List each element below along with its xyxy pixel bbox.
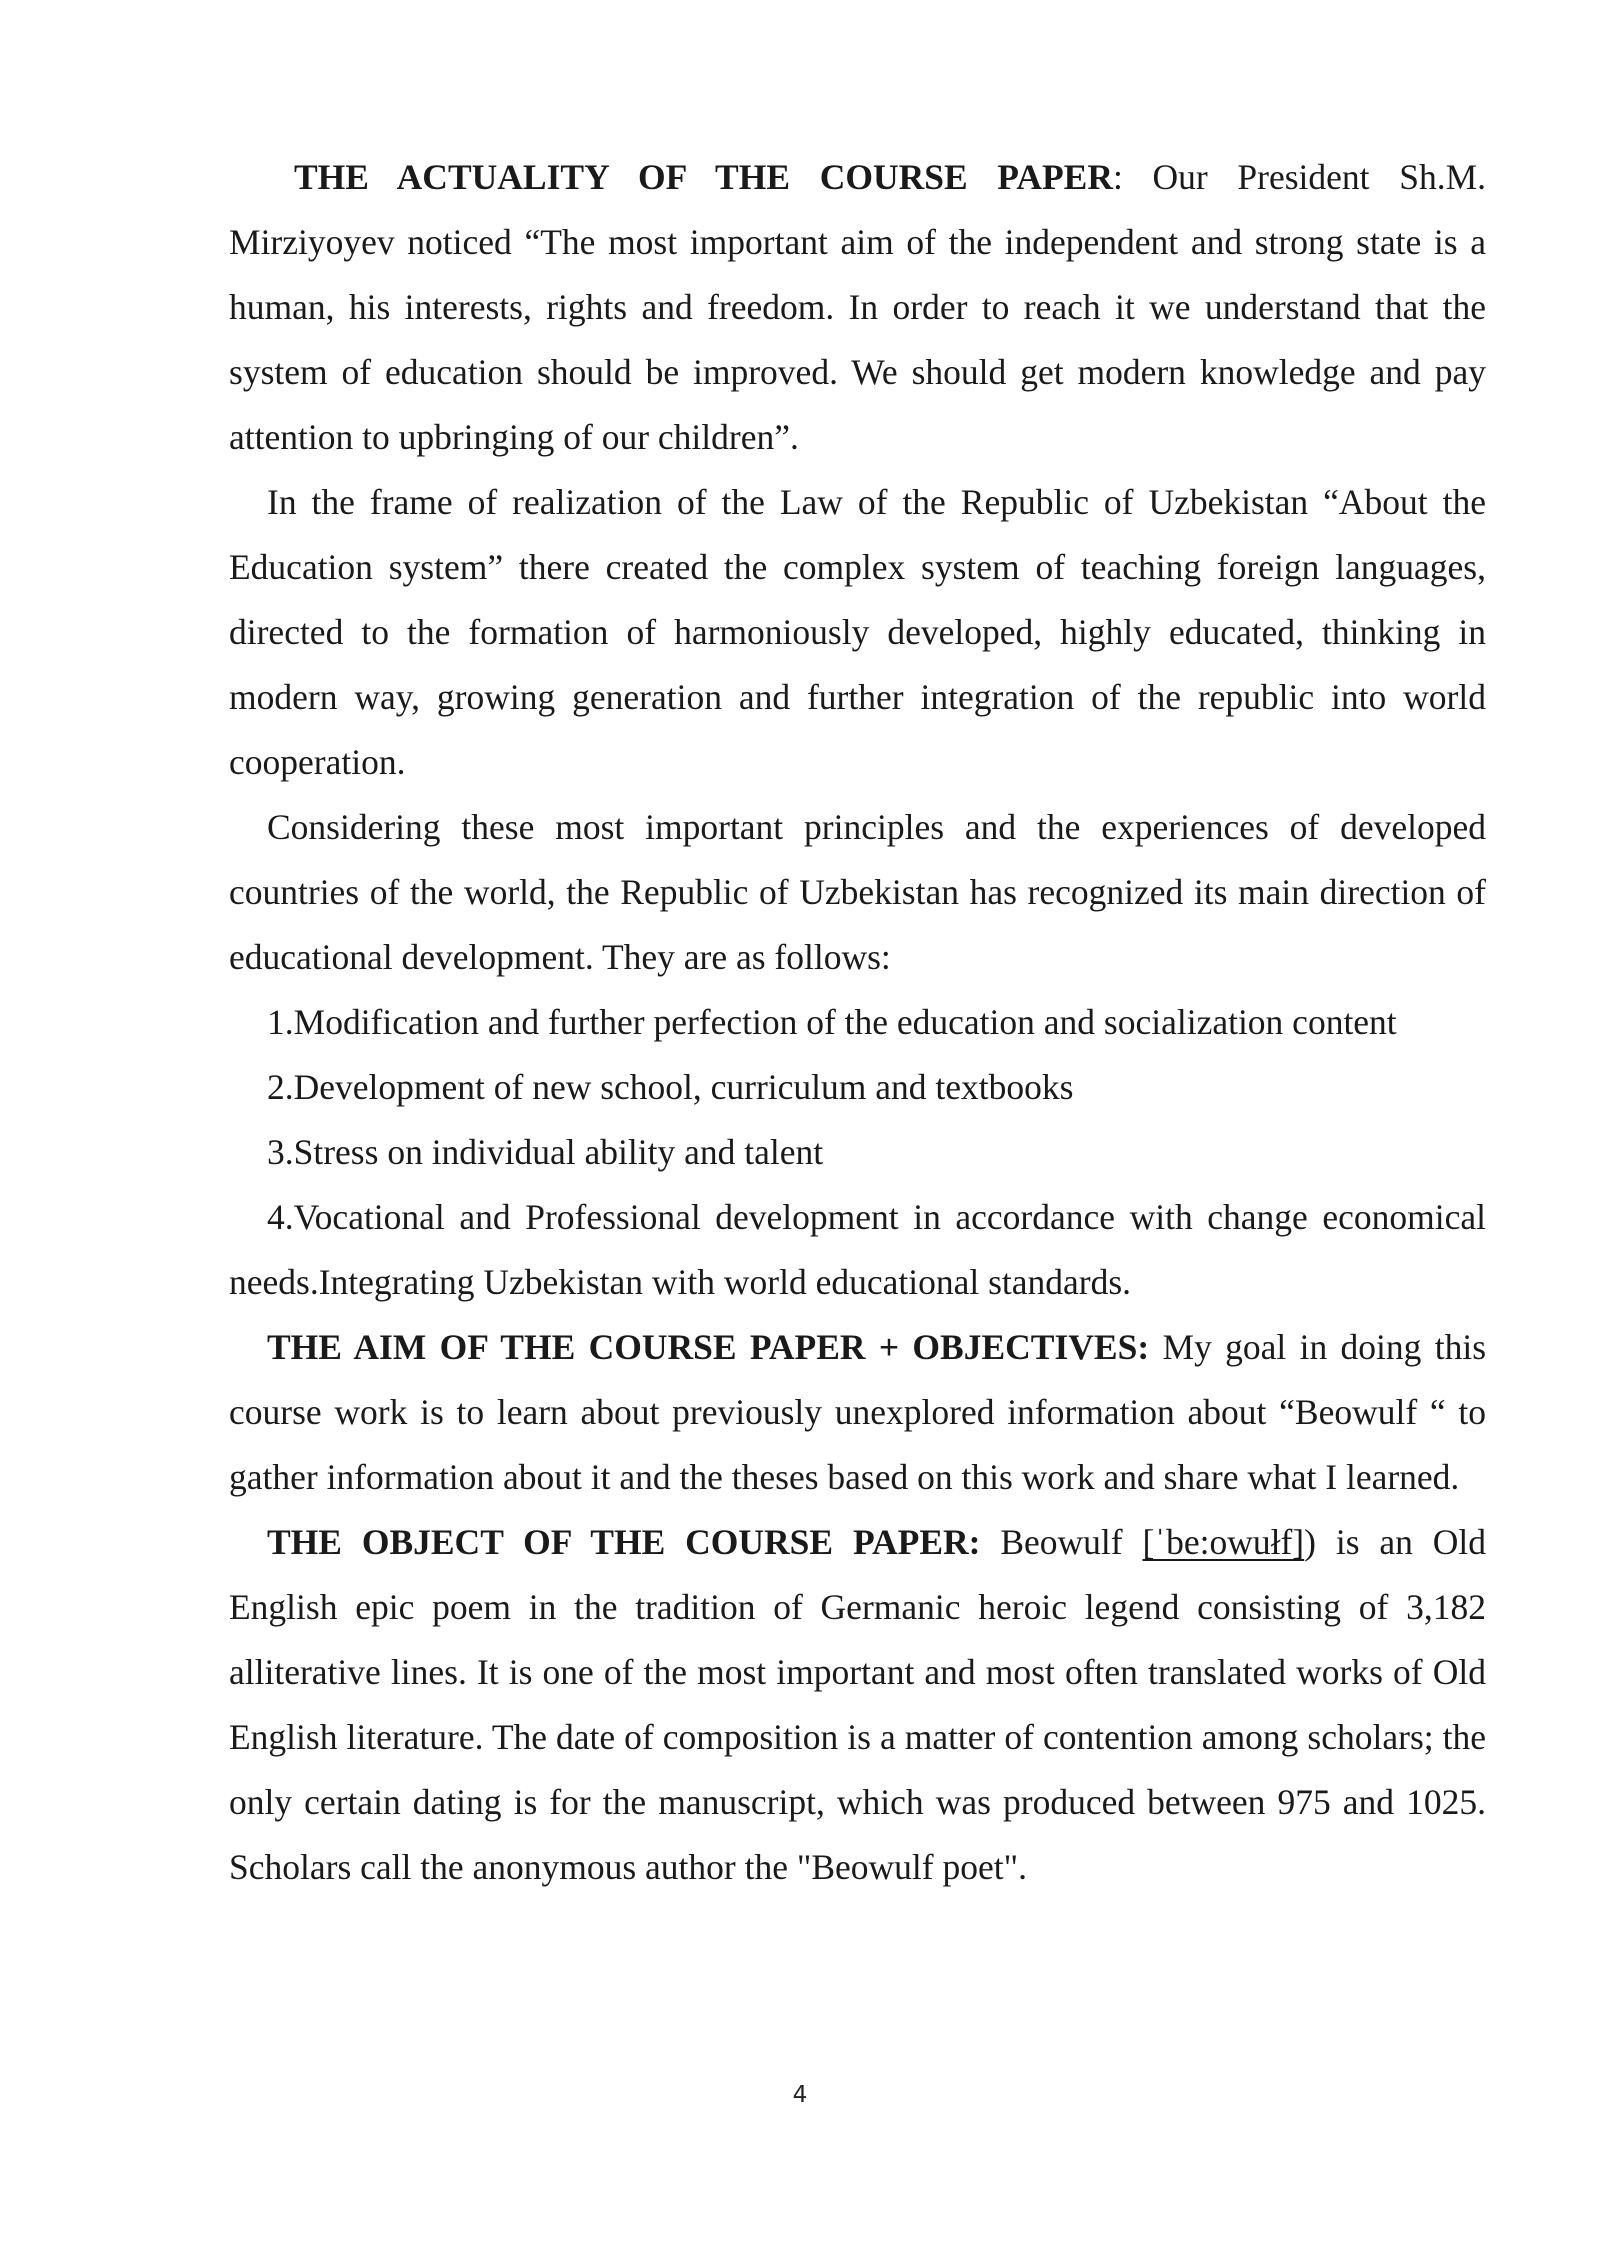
phonetic-transcription: [ˈbe:owułf] <box>1142 1522 1305 1562</box>
actuality-paragraph <box>229 145 1486 470</box>
aim-text: My goal in doing this course work is to learn about previously unexplored information about “Beowulf “ to gather information about it and the theses based on this work and share what I learned. <box>229 1327 1487 1497</box>
object-text-after: ) is an Old English epic poem in the tradition of Germanic heroic legend consisting of 3,182 alliterative lines. It is one of the most important and most often translated works of Old English literature. The date of composition is a matter of contention among scholars; the only certain dating is for the manuscript, which was produced between 975 and 1025. Scholars call the anonymous author the "Beowulf poet". <box>229 1522 1486 1887</box>
list-item: 1.Modification and further perfection of the education and socialization content <box>267 1002 1397 1042</box>
aim-paragraph <box>229 1315 1486 1510</box>
aim-heading: THE AIM OF THE COURSE PAPER + OBJECTIVES: <box>267 1327 1150 1367</box>
list-item: 3.Stress on individual ability and talent <box>267 1132 824 1172</box>
object-text-before: Beowulf <box>980 1522 1143 1562</box>
page-body <box>229 145 1486 1900</box>
actuality-heading: THE ACTUALITY OF THE COURSE PAPER <box>294 157 1113 197</box>
list-item: 2.Development of new school, curriculum and textbooks <box>267 1067 1074 1107</box>
page-number: 4 <box>792 2082 808 2108</box>
education-law-paragraph: In the frame of realization of the Law of the Republic of Uzbekistan “About the Education system” there created the complex system of teaching foreign languages, directed to the formation of harmoniously developed, highly educated, thinking in modern way, growing generation and further integration of the republic into world cooperation. <box>229 482 1486 782</box>
list-item: 4.Vocational and Professional development in accordance with change economical needs.Integrating Uzbekistan with world educational standards. <box>229 1197 1486 1302</box>
principles-paragraph: Considering these most important principles and the experiences of developed countries of the world, the Republic of Uzbekistan has recognized its main direction of educational development. They are as follows: <box>229 807 1486 977</box>
actuality-heading-colon: : <box>1113 157 1123 197</box>
object-paragraph <box>229 1510 1486 1900</box>
object-heading: THE OBJECT OF THE COURSE PAPER: <box>267 1522 981 1562</box>
actuality-text: Our President Sh.M. Mirziyoyev noticed “The most important aim of the independent and strong state is a human, his interests, rights and freedom. In order to reach it we understand that the system of education should be improved. We should get modern knowledge and pay attention to upbringing of our children”. <box>229 157 1487 457</box>
